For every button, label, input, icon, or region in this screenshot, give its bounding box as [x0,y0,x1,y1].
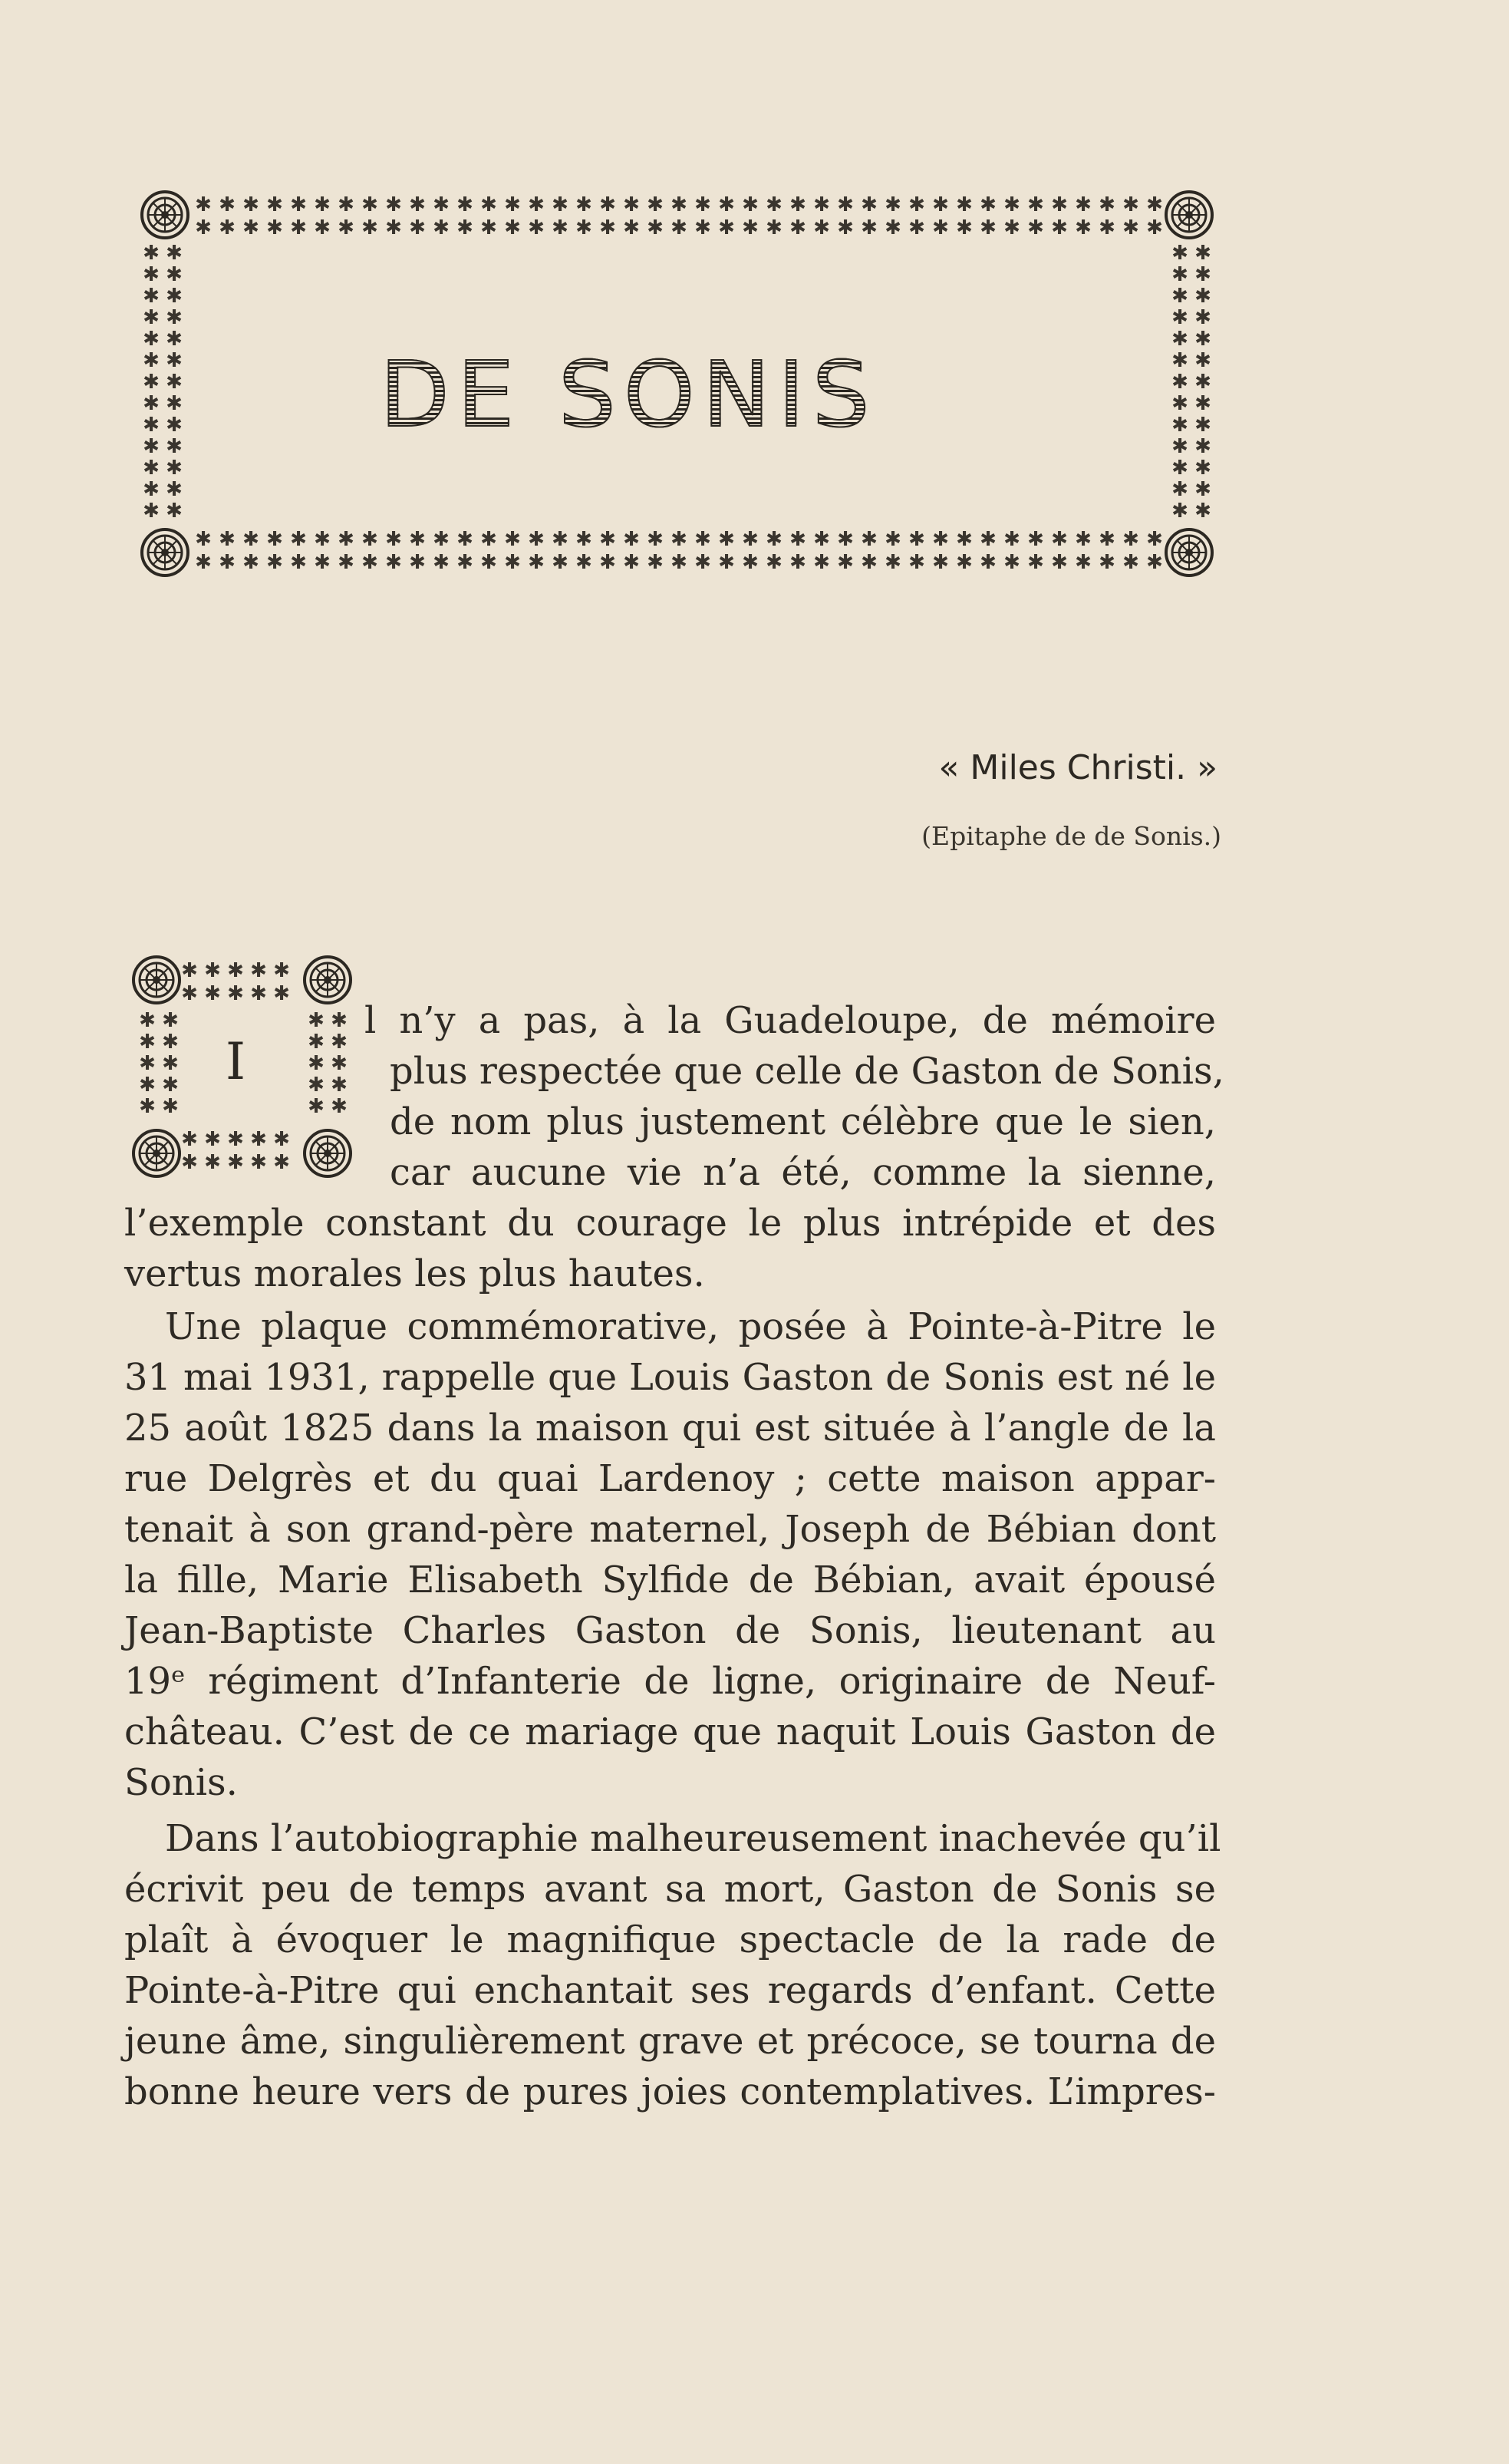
epigraph-quote: « Miles Christi. » [938,748,1217,787]
drop-cap-letter: I [226,1032,246,1091]
text-line: jeune âme, singulièrement grave et précoce, se tourna de [124,2020,1216,2063]
text-line: écrivit peu de temps avant sa mort, Gaston de Sonis se [124,1868,1216,1911]
text-line: vertus morales les plus hautes. [124,1252,705,1295]
text-line: de nom plus justement célèbre que le sien, [390,1100,1216,1143]
text-line: Une plaque commémorative, posée à Pointe-à-Pitre le [165,1305,1216,1348]
text-line: l’exemple constant du courage le plus intrépide et des [124,1202,1216,1245]
text-line: tenait à son grand-père maternel, Joseph de Bébian dont [124,1508,1216,1551]
text-line: la fille, Marie Elisabeth Sylfide de Bébian, avait épousé [124,1559,1216,1601]
title-ornament-frame [126,176,1220,579]
text-line: château. C’est de ce mariage que naquit Louis Gaston de [124,1710,1216,1753]
text-line: rue Delgrès et du quai Lardenoy ; cette maison appar- [124,1457,1216,1500]
text-line: 25 août 1825 dans la maison qui est située à l’angle de la [124,1407,1216,1450]
text-line: plus respectée que celle de Gaston de Sonis, [390,1050,1224,1093]
text-line: 31 mai 1931, rappelle que Louis Gaston de Sonis est né le [124,1356,1216,1399]
text-line: 19ᵉ régiment d’Infanterie de ligne, originaire de Neuf- [124,1660,1216,1703]
text-line: car aucune vie n’a été, comme la sienne, [390,1151,1216,1194]
text-line: bonne heure vers de pures joies contemplatives. L’impres- [124,2070,1216,2113]
text-line: Pointe-à-Pitre qui enchantait ses regards d’enfant. Cette [124,1969,1216,2012]
text-line: Sonis. [124,1761,238,1804]
asterisk-border-ornament: ✱ [134,188,1220,579]
text-line: Jean-Baptiste Charles Gaston de Sonis, lieutenant au [124,1609,1216,1652]
text-line: plaît à évoquer le magnifique spectacle de la rade de [124,1918,1216,1961]
chapter-title: DE SONIS [380,341,878,447]
text-line: Dans l’autobiographie malheureusement inachevée qu’il [165,1817,1221,1860]
drop-cap-ornament [132,955,354,1178]
text-line: l n’y a pas, à la Guadeloupe, de mémoire [364,999,1216,1042]
epigraph-source: (Epitaphe de de Sonis.) [921,821,1221,851]
